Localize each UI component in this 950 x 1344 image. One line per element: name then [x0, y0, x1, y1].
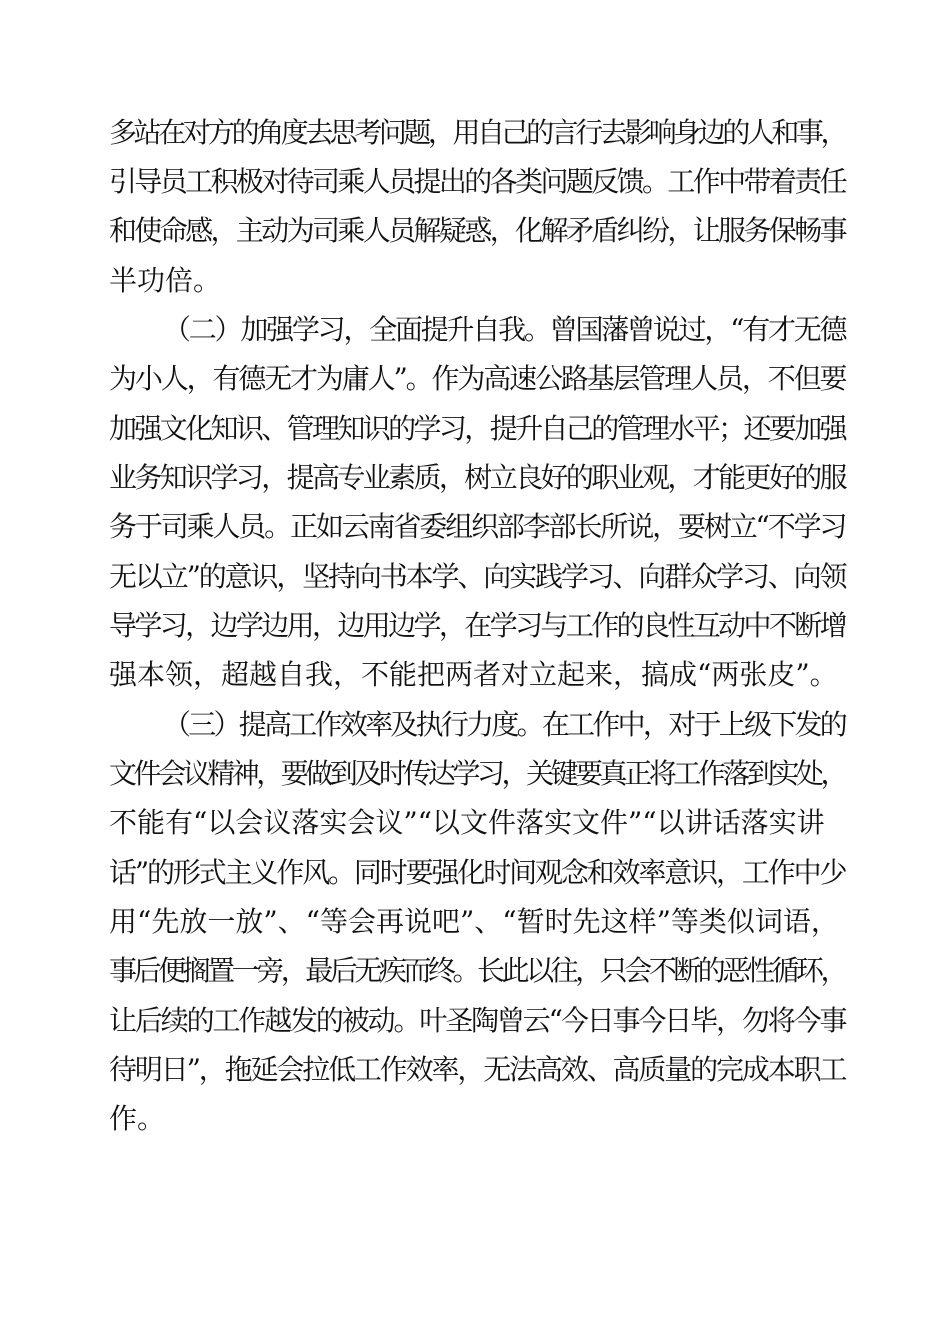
text-line: 强本领，超越自我，不能把两者对立起来，搞成“两张皮”。: [109, 658, 838, 691]
paragraph-heading-line: （二）加强学习，全面提升自我。曾国藩曾说过，“有才无德: [163, 313, 846, 346]
text-line: 加强文化知识、管理知识的学习，提升自己的管理水平；还要加强: [109, 412, 846, 445]
text-line: 不能有“以会议落实会议”“以文件落实文件”“以讲话落实讲: [109, 806, 825, 839]
text-line: 导学习，边学边用，边用边学，在学习与工作的良性互动中不断增: [109, 609, 846, 642]
text-line: 文件会议精神，要做到及时传达学习，关键要真正将工作落到实处，: [109, 757, 846, 790]
text-line: 无以立”的意识，坚持向书本学、向实践学习、向群众学习、向领: [109, 560, 846, 593]
text-line: 引导员工积极对待司乘人员提出的各类问题反馈。工作中带着责任: [109, 165, 846, 198]
text-line: 事后便搁置一旁，最后无疾而终。长此以往，只会不断的恶性循环，: [109, 954, 846, 987]
text-line: 作。: [109, 1102, 166, 1135]
paragraph-heading-line: （三）提高工作效率及执行力度。在工作中，对于上级下发的: [163, 708, 846, 741]
text-line: 业务知识学习，提高专业素质，树立良好的职业观，才能更好的服: [109, 461, 846, 494]
text-line: 和使命感，主动为司乘人员解疑惑，化解矛盾纠纷，让服务保畅事: [109, 214, 846, 247]
text-line: 话”的形式主义作风。同时要强化时间观念和效率意识，工作中少: [109, 856, 846, 889]
text-line: 待明日”，拖延会拉低工作效率，无法高效、高质量的完成本职工: [109, 1053, 846, 1086]
text-line: 用“先放一放”、“等会再说吧”、“暂时先这样”等类似词语，: [109, 905, 839, 938]
text-line: 让后续的工作越发的被动。叶圣陶曾云“今日事今日毕，勿将今事: [109, 1004, 846, 1037]
text-line: 务于司乘人员。正如云南省委组织部李部长所说，要树立“不学习: [109, 510, 846, 543]
text-line: 半功倍。: [109, 264, 222, 297]
text-line: 为小人，有德无才为庸人”。作为高速公路基层管理人员，不但要: [109, 362, 846, 395]
text-line: 多站在对方的角度去思考问题，用自己的言行去影响身边的人和事，: [109, 116, 846, 149]
